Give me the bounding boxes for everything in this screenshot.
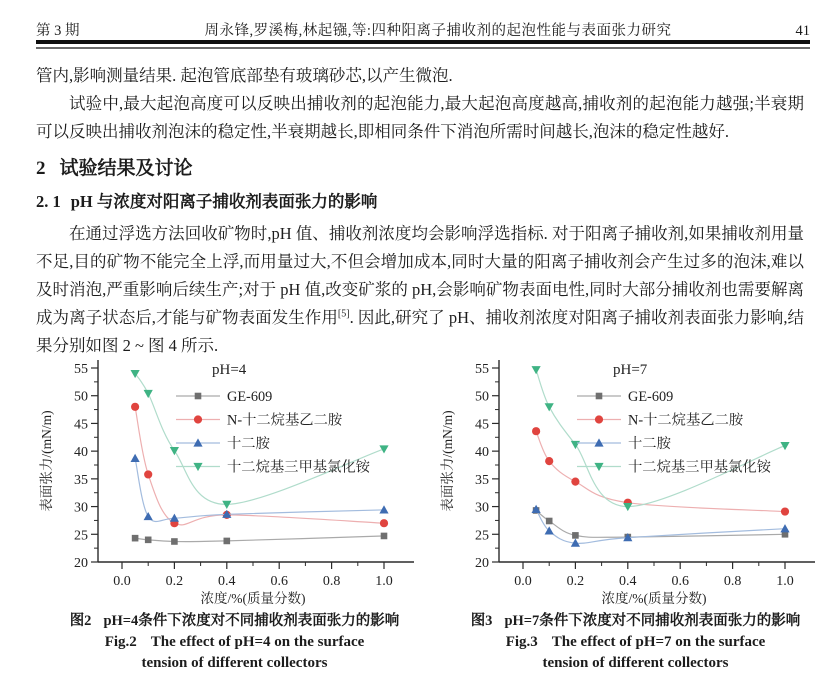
page-number: 41 bbox=[795, 23, 810, 39]
data-point-square bbox=[546, 518, 553, 525]
y-tick-label: 40 bbox=[74, 445, 88, 461]
x-tick-label: 1.0 bbox=[375, 574, 393, 589]
legend-label: 十二烷基三甲基氯化铵 bbox=[628, 459, 771, 476]
figure-3-caption-text: pH=7条件下浓度对不同捕收剂表面张力的影响 bbox=[504, 613, 801, 629]
figure-3-label: 图3 bbox=[470, 613, 493, 629]
y-tick-label: 25 bbox=[74, 528, 88, 544]
data-point-circle bbox=[532, 427, 540, 435]
legend-label: 十二胺 bbox=[628, 436, 671, 452]
data-point-circle bbox=[545, 457, 553, 465]
subsection-number: 2. 1 bbox=[36, 192, 61, 211]
y-tick-label: 45 bbox=[74, 417, 88, 433]
figure-3-caption-en1 bbox=[437, 632, 834, 653]
data-point-circle bbox=[380, 519, 388, 527]
paragraph-3-tail: . 因此,研究了 pH、捕收剂浓度对阳离子捕收剂表面张力影响,结果分别如图 2 ~ 图 4 所示. bbox=[36, 308, 805, 355]
section-number: 2 bbox=[36, 158, 46, 179]
x-tick-label: 0.6 bbox=[671, 574, 689, 589]
paragraph-3 bbox=[36, 220, 804, 360]
legend-label: 十二胺 bbox=[227, 436, 270, 452]
data-point-square bbox=[572, 532, 579, 539]
x-tick-label: 0.4 bbox=[218, 574, 236, 589]
x-axis-label: 浓度/%(质量分数) bbox=[601, 591, 707, 606]
running-title: 周永锋,罗溪梅,林起镪,等:四种阳离子捕收剂的起泡性能与表面张力研究 bbox=[204, 23, 672, 39]
body-content bbox=[36, 62, 804, 360]
data-point-square bbox=[224, 538, 231, 545]
legend-label: N-十二烷基乙二胺 bbox=[227, 412, 343, 429]
section-heading bbox=[36, 155, 804, 183]
y-tick-label: 30 bbox=[475, 500, 489, 516]
y-tick-label: 25 bbox=[475, 528, 489, 544]
data-point-triangle-down bbox=[144, 390, 153, 398]
citation-ref: [5] bbox=[337, 308, 350, 320]
y-tick-label: 55 bbox=[475, 362, 489, 377]
figure-row bbox=[36, 356, 834, 674]
data-point-circle bbox=[571, 478, 579, 486]
data-point-square bbox=[132, 535, 139, 542]
y-tick-label: 55 bbox=[74, 362, 88, 377]
section-title: 试验结果及讨论 bbox=[59, 158, 193, 179]
paragraph-1: 管内,影响测量结果. 起泡管底部垫有玻璃砂芯,以产生微泡. bbox=[36, 66, 453, 85]
data-point-square bbox=[171, 538, 178, 545]
subsection-title: pH 与浓度对阳离子捕收剂表面张力的影响 bbox=[70, 192, 378, 211]
figure-3 bbox=[437, 356, 834, 674]
x-tick-label: 0.0 bbox=[514, 574, 532, 589]
x-tick-label: 0.8 bbox=[723, 574, 742, 589]
x-tick-label: 0.2 bbox=[165, 574, 184, 589]
legend-marker-square bbox=[195, 393, 202, 400]
data-point-circle bbox=[144, 470, 152, 478]
figure-3-caption-cn bbox=[437, 610, 834, 632]
figure-2-label: 图2 bbox=[69, 613, 92, 629]
paragraph-3-text: 在通过浮选方法回收矿物时,pH 值、捕收剂浓度均会影响浮选指标. 对于阳离子捕收剂,如果捕收剂用量不足,目的矿物不能完全上浮,而用量过大,不但会增加成本,同时大量的阳离子捕收剂会产生过多的泡沫,难以及时消泡,严重影响后续生产;对于 pH 值,改变矿浆的 pH,会影响矿物表面电性,同时大部分捕收剂也需要解离成为离子状态后,才能与矿物表面发生作用 bbox=[36, 224, 804, 327]
y-tick-label: 50 bbox=[74, 389, 88, 405]
figure-2-caption-cn bbox=[36, 610, 433, 632]
figure-2-caption-en1 bbox=[36, 632, 433, 653]
data-point-square bbox=[145, 537, 152, 544]
y-tick-label: 35 bbox=[74, 472, 88, 488]
y-tick-label: 50 bbox=[475, 389, 489, 405]
y-axis-label: 表面张力/(mN/m) bbox=[39, 410, 54, 512]
data-point-triangle-down bbox=[379, 445, 388, 453]
x-tick-label: 0.6 bbox=[270, 574, 288, 589]
issue-number: 第 3 期 bbox=[36, 23, 80, 39]
y-tick-label: 20 bbox=[74, 556, 88, 571]
figure-2-en-label: Fig.2 bbox=[104, 634, 137, 650]
page-header bbox=[36, 19, 810, 40]
chart-ph7 bbox=[437, 356, 834, 608]
data-point-circle bbox=[781, 507, 789, 515]
figure-3-caption-en2: tension of different collectors bbox=[542, 655, 729, 671]
data-point-triangle-down bbox=[532, 366, 541, 374]
y-tick-label: 30 bbox=[74, 500, 88, 516]
legend-marker-square bbox=[596, 393, 603, 400]
x-tick-label: 0.4 bbox=[619, 574, 637, 589]
chart-title: pH=7 bbox=[613, 362, 648, 378]
figure-2 bbox=[36, 356, 433, 674]
x-tick-label: 0.0 bbox=[113, 574, 131, 589]
data-point-triangle-down bbox=[780, 442, 789, 450]
data-point-triangle-up bbox=[131, 454, 140, 462]
subsection-heading bbox=[36, 188, 804, 216]
legend-marker-circle bbox=[194, 415, 202, 423]
data-point-circle bbox=[131, 403, 139, 411]
x-tick-label: 0.2 bbox=[566, 574, 585, 589]
data-point-triangle-down bbox=[170, 447, 179, 455]
header-rule-thin bbox=[36, 47, 810, 49]
y-tick-label: 20 bbox=[475, 556, 489, 571]
legend-label: N-十二烷基乙二胺 bbox=[628, 412, 744, 429]
y-axis-label: 表面张力/(mN/m) bbox=[440, 410, 455, 512]
data-point-triangle-down bbox=[571, 441, 580, 449]
y-tick-label: 45 bbox=[475, 417, 489, 433]
x-axis-label: 浓度/%(质量分数) bbox=[200, 591, 306, 606]
x-tick-label: 1.0 bbox=[776, 574, 794, 589]
data-point-triangle-up bbox=[144, 512, 153, 520]
chart-title: pH=4 bbox=[212, 362, 247, 378]
figure-2-caption-en2: tension of different collectors bbox=[141, 655, 328, 671]
y-tick-label: 35 bbox=[475, 472, 489, 488]
legend-label: GE-609 bbox=[227, 389, 273, 405]
data-point-triangle-down bbox=[545, 403, 554, 411]
legend-marker-circle bbox=[595, 415, 603, 423]
legend-label: GE-609 bbox=[628, 389, 674, 405]
y-tick-label: 40 bbox=[475, 445, 489, 461]
figure-2-en-text: The effect of pH=4 on the surface bbox=[150, 634, 365, 650]
data-point-triangle-up bbox=[780, 524, 789, 532]
data-point-square bbox=[381, 533, 388, 540]
x-tick-label: 0.8 bbox=[322, 574, 341, 589]
figure-3-en-label: Fig.3 bbox=[505, 634, 538, 650]
chart-ph4 bbox=[36, 356, 433, 608]
paragraph-2: 试验中,最大起泡高度可以反映出捕收剂的起泡能力,最大起泡高度越高,捕收剂的起泡能力越强;半衰期可以反映出捕收剂泡沫的稳定性,半衰期越长,即相同条件下消泡所需时间越长,泡沫的稳定性越好. bbox=[36, 94, 804, 141]
figure-3-en-text: The effect of pH=7 on the surface bbox=[551, 634, 766, 650]
header-rule-thick bbox=[36, 40, 810, 44]
figure-2-caption-text: pH=4条件下浓度对不同捕收剂表面张力的影响 bbox=[103, 613, 400, 629]
legend-label: 十二烷基三甲基氯化铵 bbox=[227, 459, 370, 476]
